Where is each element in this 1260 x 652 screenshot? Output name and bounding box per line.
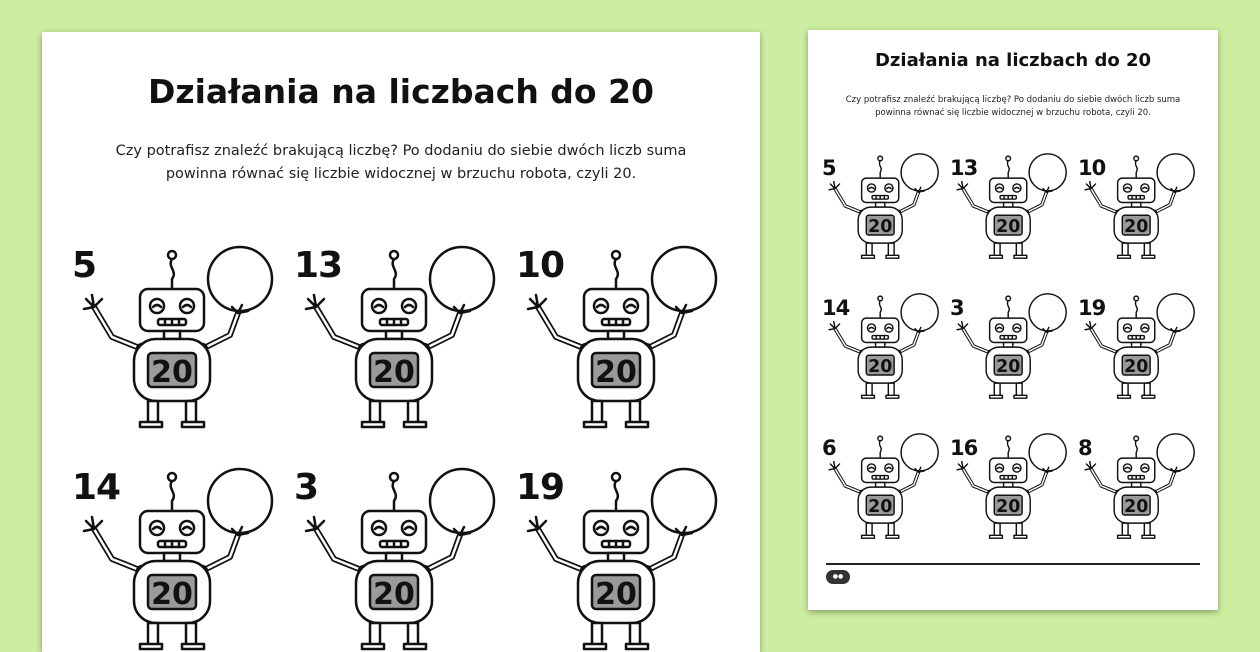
robot-problem bbox=[72, 237, 292, 437]
svg-text:20: 20 bbox=[595, 577, 637, 612]
svg-text:20: 20 bbox=[595, 355, 637, 390]
addend-number: 19 bbox=[516, 467, 565, 508]
worksheet-instructions: Czy potrafisz znaleźć brakującą liczbę? Po dodaniu do siebie dwóch liczb suma powinna równać się liczbie widocznej w brzuchu robota, czyli 20. bbox=[845, 95, 1181, 118]
svg-text:20: 20 bbox=[868, 357, 893, 378]
addend-number: 10 bbox=[516, 245, 565, 286]
addend-number: 6 bbox=[822, 436, 836, 460]
robot-illustration bbox=[1078, 428, 1206, 544]
svg-text:20: 20 bbox=[1124, 357, 1149, 378]
robot-illustration bbox=[950, 288, 1078, 404]
addend-number: 14 bbox=[822, 296, 850, 320]
robot-illustration bbox=[72, 237, 292, 437]
svg-text:20: 20 bbox=[996, 357, 1021, 378]
robot-problem bbox=[950, 148, 1078, 280]
robot-problem bbox=[294, 459, 514, 652]
answer-circle bbox=[652, 247, 716, 311]
addend-number: 19 bbox=[1078, 296, 1106, 320]
svg-text:20: 20 bbox=[868, 217, 893, 238]
robot-illustration bbox=[822, 148, 950, 264]
addend-number: 13 bbox=[950, 156, 978, 180]
svg-text:20: 20 bbox=[151, 355, 193, 390]
answer-circle bbox=[1157, 434, 1194, 471]
addend-number: 14 bbox=[72, 467, 121, 508]
answer-circle bbox=[430, 469, 494, 533]
answer-circle bbox=[1029, 154, 1066, 191]
addend-number: 8 bbox=[1078, 436, 1092, 460]
footer-divider bbox=[826, 563, 1200, 565]
svg-text:20: 20 bbox=[373, 577, 415, 612]
robot-problem bbox=[822, 288, 950, 420]
addend-number: 3 bbox=[950, 296, 964, 320]
robot-problem bbox=[1078, 148, 1206, 280]
answer-circle bbox=[901, 154, 938, 191]
worksheet-preview-small bbox=[808, 30, 1218, 610]
addend-number: 10 bbox=[1078, 156, 1106, 180]
robot-illustration bbox=[294, 459, 514, 652]
answer-circle bbox=[1029, 294, 1066, 331]
answer-circle bbox=[208, 469, 272, 533]
svg-text:20: 20 bbox=[996, 217, 1021, 238]
robot-problem bbox=[950, 288, 1078, 420]
worksheet-title: Działania na liczbach do 20 bbox=[147, 72, 655, 111]
robot-problem bbox=[950, 428, 1078, 560]
svg-text:20: 20 bbox=[1124, 497, 1149, 518]
answer-circle bbox=[652, 469, 716, 533]
robot-problem bbox=[1078, 288, 1206, 420]
answer-circle bbox=[1157, 294, 1194, 331]
robot-illustration bbox=[822, 428, 950, 544]
robot-problem bbox=[294, 237, 514, 437]
svg-text:20: 20 bbox=[996, 497, 1021, 518]
svg-text:20: 20 bbox=[373, 355, 415, 390]
addend-number: 16 bbox=[950, 436, 978, 460]
robot-problem bbox=[516, 237, 736, 437]
robot-problem bbox=[822, 148, 950, 280]
svg-text:20: 20 bbox=[1124, 217, 1149, 238]
answer-circle bbox=[208, 247, 272, 311]
addend-number: 5 bbox=[822, 156, 836, 180]
answer-circle bbox=[901, 294, 938, 331]
addend-number: 13 bbox=[294, 245, 343, 286]
robot-problem bbox=[516, 459, 736, 652]
publisher-logo: ●● bbox=[826, 570, 850, 584]
robot-problem bbox=[72, 459, 292, 652]
addend-number: 5 bbox=[72, 245, 97, 286]
svg-text:20: 20 bbox=[868, 497, 893, 518]
addend-number: 3 bbox=[294, 467, 319, 508]
worksheet-instructions: Czy potrafisz znaleźć brakującą liczbę? Po dodaniu do siebie dwóch liczb suma powinna równać się liczbie widocznej w brzuchu robota, czyli 20. bbox=[115, 143, 687, 182]
answer-circle bbox=[901, 434, 938, 471]
worksheet-title: Działania na liczbach do 20 bbox=[874, 50, 1152, 71]
svg-text:20: 20 bbox=[151, 577, 193, 612]
answer-circle bbox=[1157, 154, 1194, 191]
answer-circle bbox=[1029, 434, 1066, 471]
robot-problem bbox=[1078, 428, 1206, 560]
robot-problem bbox=[822, 428, 950, 560]
worksheet-preview-large bbox=[42, 32, 760, 652]
answer-circle bbox=[430, 247, 494, 311]
